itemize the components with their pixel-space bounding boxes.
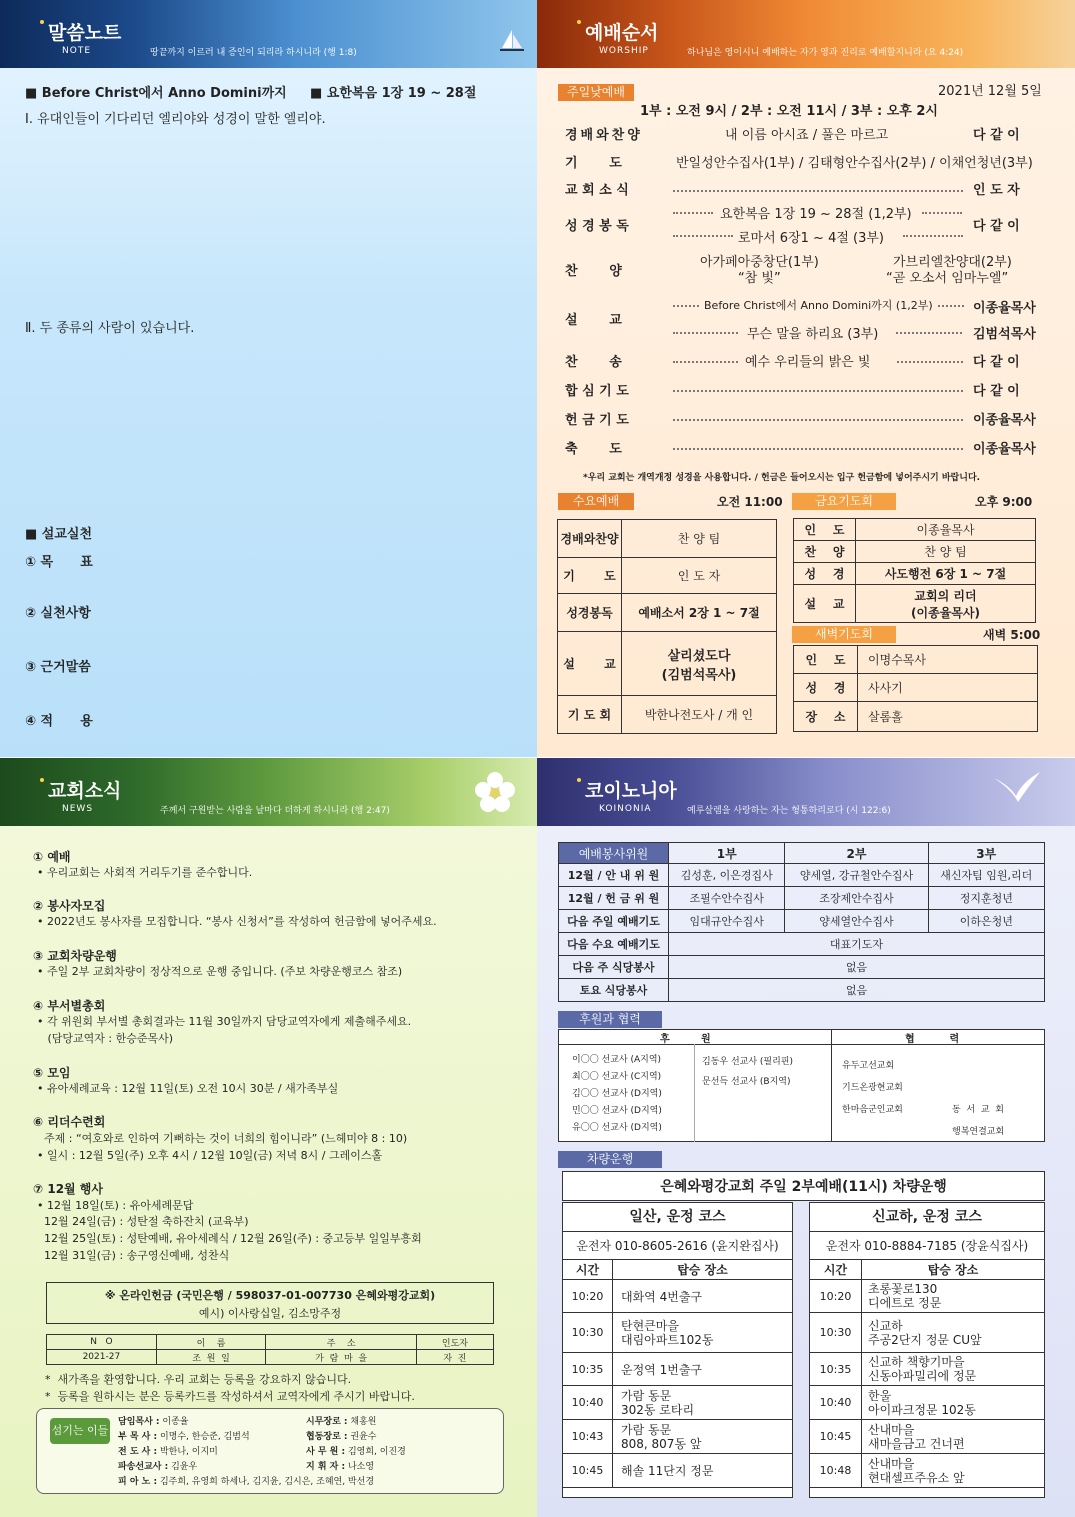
bird-icon	[992, 768, 1042, 808]
order-person: 인 도 자	[973, 183, 1020, 198]
order-label: 경배와찬양	[565, 128, 643, 143]
news-header	[0, 758, 537, 826]
support-list-a: 이〇〇 선교사 (A지역) 최〇〇 선교사 (C지역) 김〇〇 선교사 (D지역) 민〇〇 선교사 (D지역) 유〇〇 선교사 (D지역)	[572, 1055, 662, 1133]
header-title: 말씀노트	[48, 22, 122, 44]
header-sub: NOTE	[62, 46, 92, 56]
order-content: “곧 오소서 임마누엘”	[886, 271, 1009, 286]
news-line: 12월 24일(금) : 성탄절 축하잔치 (교육부)	[37, 1215, 249, 1228]
order-content: 로마서 6장1 ~ 4절 (3부)	[738, 231, 884, 246]
wed-table: 경배와찬양 찬 양 팀 기 도 인 도 자 성경봉독 예배소서 2장 1 ~ 7절 설 교 살리셨도다 (김범석목사) 기 도 회 박한나전도사 / 개 인	[557, 519, 777, 734]
dot-icon	[577, 778, 581, 782]
news-title: ④ 부서별총회	[33, 999, 106, 1013]
koinonia-header	[537, 758, 1075, 826]
order-content: 아가페아중창단(1부)	[700, 255, 819, 270]
course-name: 일산, 운정 코스	[629, 1209, 726, 1225]
news-line: • 2022년도 봉사자를 모집합니다. “봉사 신청서”를 작성하여 헌금함에 넣어주세요.	[37, 915, 437, 928]
course-right-table: 시간 탑승 장소 10:20 초롱꽃로130 디에트로 정문 10:30 신교하 주공2단지 정문 CU앞 10:35 신교하 책향기마을 신동아파밀리에 정문 10:40 한울 아이파크정문 102동 10:45 산내마을 새마을금고 건너편 10:48 산내마을 현대셀프주유소 앞	[809, 1259, 1045, 1488]
header-sub: KOINONIA	[599, 804, 652, 814]
worship-header	[537, 0, 1075, 68]
online-offering-box	[46, 1282, 494, 1324]
news-line: • 우리교회는 사회적 거리두기를 준수합니다.	[37, 866, 253, 879]
header-title: 교회소식	[48, 780, 122, 802]
header-verse: 땅끝까지 이르러 내 증인이 되리라 하시니라 (행 1:8)	[150, 48, 357, 58]
practice-apply: ④ 적 용	[25, 714, 93, 729]
news-title: ⑦ 12월 행사	[33, 1182, 103, 1196]
order-person: 김범석목사	[973, 327, 1036, 342]
order-person: 이종율목사	[973, 413, 1036, 428]
header-verse: 주께서 구원받는 사람을 날마다 더하게 하시니라 (행 2:47)	[160, 806, 390, 816]
news-title: ③ 교회차량운행	[33, 949, 117, 963]
practice-goal: ① 목 표	[25, 555, 93, 570]
order-content: 예수 우리들의 밝은 빛	[745, 355, 871, 370]
news-title: ② 봉사자모집	[33, 899, 106, 913]
staff-tag: 섬기는 이들	[50, 1418, 110, 1444]
course-name: 신교하, 운정 코스	[872, 1209, 982, 1225]
car-tag: 차량운행	[558, 1151, 662, 1168]
wed-time: 오전 11:00	[717, 495, 783, 509]
order-label: 찬 양	[565, 264, 622, 279]
welcome-line: * 등록을 원하시는 분은 등록카드를 작성하셔서 교역자에게 주시기 바랍니다.	[45, 1390, 415, 1403]
order-label: 성 경 봉 독	[565, 219, 629, 234]
worship-note: *우리 교회는 개역개정 성경을 사용합니다. / 헌금은 들어오시는 입구 헌금함에 넣어주시기 바랍니다.	[583, 473, 981, 483]
news-title: ① 예배	[33, 850, 71, 864]
order-person: 이종율목사	[973, 301, 1036, 316]
header-verse: 예루살렘을 사랑하는 자는 형통하리로다 (시 122:6)	[687, 806, 891, 816]
order-label: 찬 송	[565, 355, 622, 370]
sermon-point-1: Ⅰ. 유대인들이 기다리던 엘리야와 성경이 말한 엘리야.	[25, 112, 326, 127]
sermon-point-2: Ⅱ. 두 종류의 사람이 있습니다.	[25, 321, 195, 336]
dawn-time: 새벽 5:00	[983, 628, 1041, 642]
news-line: • 각 위원회 부서별 총회결과는 11월 30일까지 담당교역자에게 제출해주세요.	[37, 1015, 412, 1028]
practice-title: ■ 설교실천	[25, 527, 93, 542]
news-line: (담당교역자 : 한승준목사)	[37, 1032, 174, 1045]
news-title: ⑤ 모임	[33, 1066, 71, 1080]
dawn-tag: 새벽기도회	[792, 626, 896, 643]
news-line: • 주일 2부 교회차량이 정상적으로 운행 중입니다. (주보 차량운행코스 참조)	[37, 965, 403, 978]
online-offering: ※ 온라인헌금 (국민은행 / 598037-01-007730 은혜와평강교회)	[104, 1289, 436, 1302]
course-driver: 운전자 010-8884-7185 (장윤식집사)	[825, 1239, 1029, 1253]
staff-left: 담임목사 : 이종율 부 목 사 : 이명수, 한승준, 김범석 전 도 사 : 박한나, 이지미 파송선교사 : 김윤우 피 아 노 : 김주희, 유영희 하세나, 김지윤, 김시은, 조혜연, 박선경	[118, 1417, 375, 1487]
note-header	[0, 0, 537, 68]
header-title: 코이노니아	[585, 780, 677, 802]
fri-tag: 금요기도회	[792, 493, 896, 510]
order-label: 축 도	[565, 442, 622, 457]
news-line: • 일시 : 12월 5일(주) 오후 4시 / 12월 10일(금) 저녁 8시 / 그레이스홀	[37, 1149, 383, 1162]
order-content: 가브리엘찬양대(2부)	[893, 255, 1012, 270]
order-content: 무슨 말을 하리요 (3부)	[747, 327, 879, 342]
sunday-tag: 주일낮예배	[558, 84, 634, 101]
fri-table: 인 도 이종율목사 찬 양 찬 양 팀 성 경 사도행전 6장 1 ~ 7절 설 교 교회의 리더 (이종율목사)	[793, 518, 1036, 623]
dot-icon	[577, 20, 581, 24]
welcome-line: * 새가족을 환영합니다. 우리 교회는 등록을 강요하지 않습니다.	[45, 1373, 352, 1386]
practice-action: ② 실천사항	[25, 606, 91, 621]
course-driver: 운전자 010-8605-2616 (윤지완집사)	[576, 1239, 779, 1253]
car-title: 은혜와평강교회 주일 2부예배(11시) 차량운행	[660, 1179, 947, 1195]
coop-list-d: 동 서 교 회 행복연결교회	[952, 1105, 1005, 1137]
news-line: • 12월 18일(토) : 유아세례문답	[37, 1199, 194, 1212]
support-list-b: 김동우 선교사 (필리핀) 문선득 선교사 (B지역)	[702, 1057, 793, 1087]
service-times: 1부 : 오전 9시 / 2부 : 오전 11시 / 3부 : 오후 2시	[640, 104, 938, 119]
order-label: 헌 금 기 도	[565, 413, 629, 428]
order-content: 요한복음 1장 19 ~ 28절 (1,2부)	[720, 207, 912, 222]
support-tag: 후원과 협력	[558, 1011, 662, 1028]
newcomer-table: N O 이 름 주 소 인도자 2021-27 조 원 일 가 람 마 을 자 진	[46, 1334, 494, 1365]
header-sub: NEWS	[62, 804, 94, 814]
order-person: 다 같 이	[973, 355, 1020, 370]
dot-icon	[40, 20, 44, 24]
news-line: 주제 : “여호와로 인하여 기뻐하는 것이 너희의 힘이니라” (느헤미야 8 : 10)	[37, 1132, 408, 1145]
sailboat-icon	[500, 28, 524, 54]
order-content: 반일성안수집사(1부) / 김태형안수집사(2부) / 이채언청년(3부)	[676, 156, 1033, 171]
fri-time: 오후 9:00	[975, 495, 1033, 509]
coop-head: 협 력	[905, 1034, 960, 1045]
coop-list-c: 유두고선교회 기드온광현교회 한마음군인교회	[842, 1061, 903, 1115]
dawn-table: 인 도 이명수목사 성 경 사사기 장 소 살롬홀	[793, 645, 1038, 732]
order-label: 설 교	[565, 313, 622, 328]
header-sub: WORSHIP	[599, 46, 649, 56]
order-person: 다 같 이	[973, 128, 1020, 143]
wed-tag: 수요예배	[558, 493, 634, 510]
course-left-table: 시간 탑승 장소 10:20 대화역 4번출구 10:30 탄현큰마을 대림아파트102동 10:35 운정역 1번출구 10:40 가람 동문 302동 로타리 10:43 가람 동문 808, 807동 앞 10:45 해솔 11단지 정문	[562, 1259, 793, 1488]
news-line: 12월 25일(토) : 성탄예배, 유아세례식 / 12월 26일(주) : 중고등부 일일부흥회	[37, 1232, 422, 1245]
sermon-heading-2: ■ 요한복음 1장 19 ~ 28절	[310, 86, 477, 101]
order-label: 교 회 소 식	[565, 183, 629, 198]
order-label: 기 도	[565, 156, 622, 171]
staff-right: 시무장로 : 채홍원 협동장로 : 권윤수 사 무 원 : 김영희, 이진경 지 휘 자 : 나소영	[306, 1417, 406, 1472]
practice-basis: ③ 근거말씀	[25, 660, 91, 675]
online-example: 예시) 이사랑십일, 김소망주정	[198, 1307, 342, 1320]
order-person: 이종율목사	[973, 442, 1036, 457]
order-person: 다 같 이	[973, 384, 1020, 399]
dot-icon	[40, 778, 44, 782]
order-label: 합 심 기 도	[565, 384, 629, 399]
order-content: “참 빛”	[738, 271, 781, 286]
header-title: 예배순서	[585, 22, 659, 44]
news-line: • 유아세례교육 : 12월 11일(토) 오전 10시 30분 / 새가족부실	[37, 1082, 339, 1095]
header-verse: 하나님은 영이시니 예배하는 자가 영과 진리로 예배할지니라 (요 4:24)	[687, 48, 964, 58]
news-line: 12월 31일(금) : 송구영신예배, 성찬식	[37, 1249, 230, 1262]
order-person: 다 같 이	[973, 219, 1020, 234]
sermon-heading-1: ■ Before Christ에서 Anno Domini까지	[25, 86, 287, 101]
car-title-box	[562, 1171, 1045, 1201]
order-content: Before Christ에서 Anno Domini까지 (1,2부)	[704, 299, 933, 312]
news-title: ⑥ 리더수련회	[33, 1115, 106, 1129]
support-head: 후 원	[660, 1034, 711, 1045]
duty-table: 예배봉사위원 1부 2부 3부 12월 / 안 내 위 원 김성훈, 이은경집사 양세열, 강규철안수집사 새신자팀 임원,리더 12월 / 헌 금 위 원 조필수안수집사 조장제안수집사 정지훈청년 다음 주일 예배기도 임대규안수집사 양세열안수집사 이하은청년 다음 수요 예배기도 대표기도자 다음 주 식당봉사 없음 토요 식당봉사 없음	[558, 842, 1045, 1002]
service-date: 2021년 12월 5일	[938, 84, 1042, 99]
order-content: 내 이름 아시죠 / 풀은 마르고	[725, 128, 889, 143]
flower-icon	[470, 768, 520, 818]
